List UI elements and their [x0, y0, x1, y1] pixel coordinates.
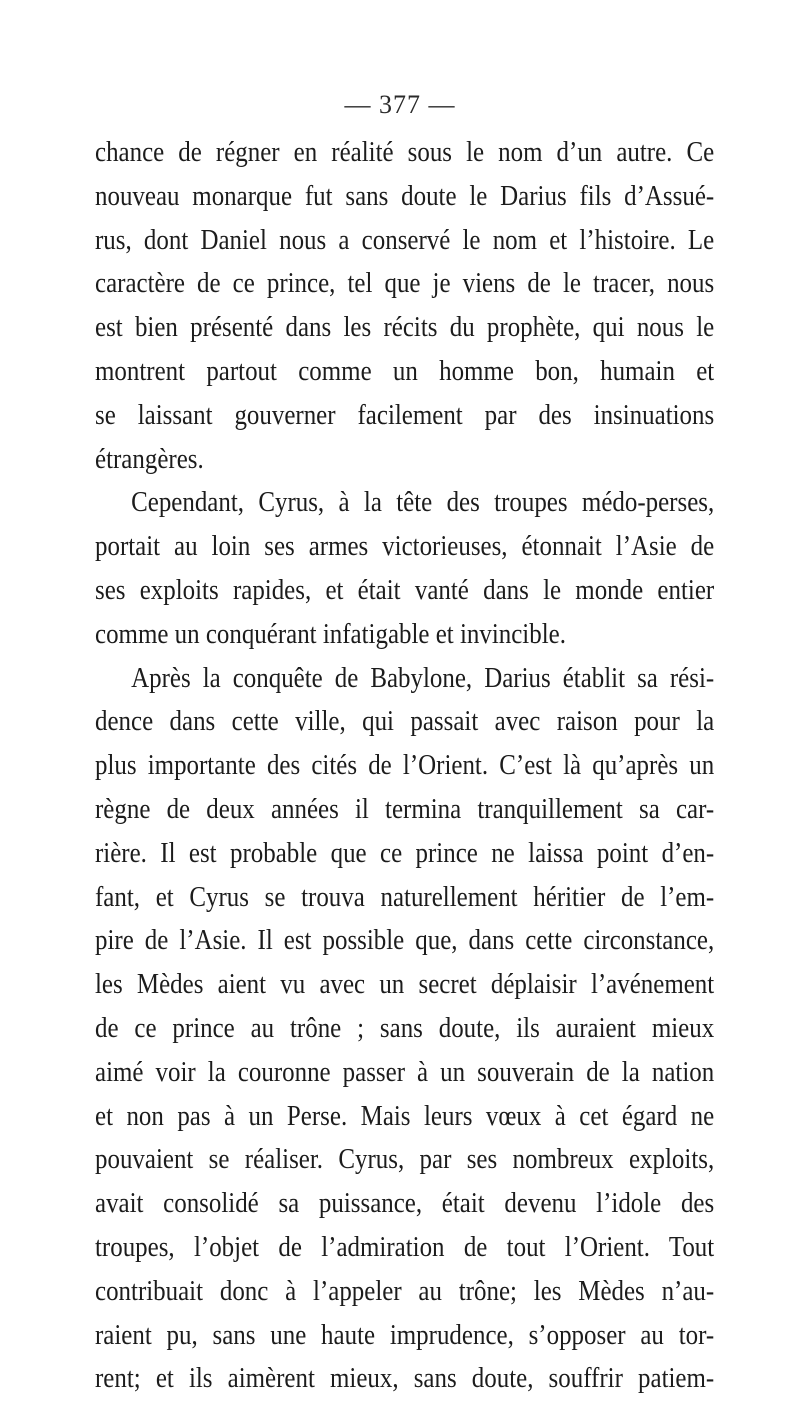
text-line: nouveau monarque fut sans doute le Darius fils d’Assué-	[95, 179, 715, 212]
text-line: caractère de ce prince, tel que je viens de le tracer, nous	[95, 267, 715, 300]
text-line: et non pas à un Perse. Mais leurs vœux à cet égard ne	[95, 1099, 715, 1132]
text-line: aimé voir la couronne passer à un souverain de la nation	[95, 1055, 715, 1088]
text-line: comme un conquérant infatigable et invincible.	[95, 617, 566, 650]
text-line: rent; et ils aimèrent mieux, sans doute, souffrir patiem-	[95, 1362, 715, 1395]
text-line: raient pu, sans une haute imprudence, s’opposer au tor-	[95, 1318, 715, 1351]
text-line: rière. Il est probable que ce prince ne laissa point d’en-	[95, 836, 715, 869]
text-line: montrent partout comme un homme bon, humain et	[95, 354, 715, 387]
text-line: est bien présenté dans les récits du prophète, qui nous le	[95, 311, 715, 344]
text-line: contribuait donc à l’appeler au trône; les Mèdes n’au-	[95, 1274, 715, 1307]
text-line: Après la conquête de Babylone, Darius établit sa rési-	[131, 661, 715, 694]
text-line: étrangères.	[95, 442, 204, 475]
text-line: pouvaient se réaliser. Cyrus, par ses nombreux exploits,	[95, 1143, 715, 1176]
text-line: portait au loin ses armes victorieuses, étonnait l’Asie de	[95, 530, 715, 563]
text-line: de ce prince au trône ; sans doute, ils auraient mieux	[95, 1011, 715, 1044]
text-line: Cependant, Cyrus, à la tête des troupes médo-perses,	[131, 486, 715, 519]
text-line: chance de régner en réalité sous le nom d’un autre. Ce	[95, 136, 715, 168]
body-text	[95, 131, 715, 1401]
text-line: les Mèdes aient vu avec un secret déplaisir l’avénement	[95, 968, 715, 1001]
text-line: se laissant gouverner facilement par des insinuations	[95, 398, 715, 431]
text-line: troupes, l’objet de l’admiration de tout l’Orient. Tout	[95, 1230, 715, 1263]
text-line: fant, et Cyrus se trouva naturellement héritier de l’em-	[95, 880, 715, 913]
text-line: avait consolidé sa puissance, était devenu l’idole des	[95, 1187, 715, 1220]
text-line: rus, dont Daniel nous a conservé le nom et l’histoire. Le	[95, 223, 715, 256]
text-line: pire de l’Asie. Il est possible que, dans cette circonstance,	[95, 924, 715, 957]
text-line: dence dans cette ville, qui passait avec raison pour la	[95, 705, 715, 738]
text-line: ses exploits rapides, et était vanté dans le monde entier	[95, 573, 715, 606]
page-number: — 377 —	[344, 90, 456, 119]
text-line: règne de deux années il termina tranquillement sa car-	[95, 792, 715, 825]
text-line: plus importante des cités de l’Orient. C’est là qu’après un	[95, 749, 715, 782]
